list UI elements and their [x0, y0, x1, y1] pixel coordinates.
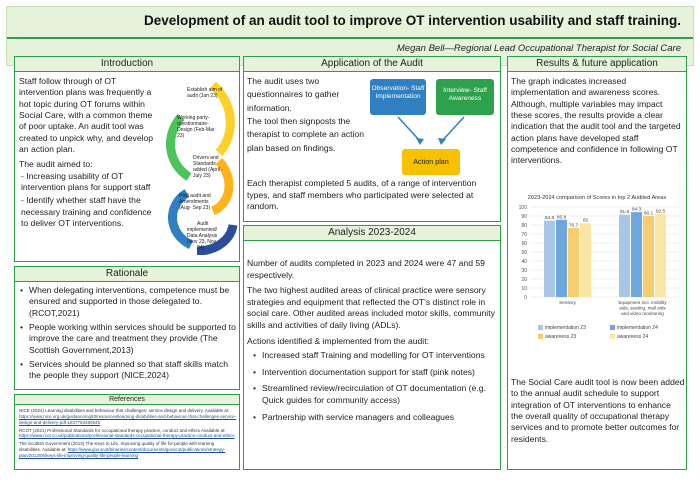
analysis-paragraph: Number of audits completed in 2023 and 2024 were 47 and 59 respectively.: [247, 258, 485, 280]
reference-link[interactable]: https://www.rcot.co.uk/publications/professional-standards-occupational-therapy-practice-conduct-and-ethics: [19, 433, 235, 439]
cycle-step-label: Establish aim of audit (Jan 23): [187, 87, 223, 99]
bar-value-label: 90.1: [643, 211, 654, 217]
rationale-list: [20, 285, 236, 382]
chart-title: 2023-2024 comparison of Scores in top 2 Audited Areas: [527, 195, 667, 201]
rationale-item: • People working within services should be supported to improve the care and treatment they provide (The Scottish Government,2013): [20, 322, 236, 356]
poster-title: Development of an audit tool to improve OT intervention usability and staff training.: [143, 13, 681, 28]
bar-value-label: 91.5: [619, 210, 630, 216]
y-tick-label: 80: [521, 222, 527, 229]
reference-link[interactable]: https://www.nice.org.uk/guidance/ng93/resources/learning-disabilities-and-behaviour-that-challenges-service-design-and-delivery-pdf-1837753480645: [19, 413, 237, 425]
bar-value-label: 92.5: [655, 209, 666, 215]
legend-label: awareness 24: [617, 334, 649, 340]
analysis-panel: [243, 225, 501, 470]
legend-swatch: [538, 334, 543, 339]
results-paragraph: The graph indicates increased implementation and awareness scores. Although, multiple variables may impact these scores, the results provide a clear indication that the audit tool and the targeted action plans have developed staff competence and confidence in following OT interventions.: [511, 76, 681, 166]
y-tick-label: 20: [521, 276, 527, 283]
y-tick-label: 0: [524, 294, 527, 301]
bar-implementation-23: [544, 221, 555, 297]
references-heading: References: [15, 395, 239, 405]
analysis-text: [247, 258, 499, 423]
analysis-heading: Analysis 2023-2024: [244, 226, 500, 241]
rationale-panel: [14, 266, 240, 390]
reference-item: NICE (2024) Learning disabilities and behaviour that challenges: service design and delivery. Available at: https://www.nice.org.uk/guidance/ng93/resources/learning-disabilities-and-behaviour-that-challenges-service-design-and-delivery-pdf-1837753480645: [19, 408, 237, 425]
arrow-head: [438, 138, 446, 145]
actions-intro: Actions identified & implemented from the audit:: [247, 335, 429, 346]
action-item: • Increased staff Training and modelling for OT interventions: [253, 350, 499, 362]
y-tick-label: 90: [521, 213, 527, 220]
bar-value-label: 82: [582, 218, 589, 224]
cycle-step-label: Pilot audit and Amendments (Aug- Sep 23): [179, 193, 211, 211]
application-panel: [243, 56, 501, 222]
y-tick-label: 10: [521, 285, 527, 292]
introduction-text: [19, 76, 155, 229]
audit-cycle-diagram: [157, 75, 239, 255]
bar-value-label: 85.8: [556, 215, 567, 221]
results-heading: Results & future application: [508, 57, 686, 72]
bar-awareness-23: [568, 228, 579, 297]
y-tick-label: 40: [521, 258, 527, 265]
rationale-item: • Services should be planned so that staff skills match the people they support (NICE,2024): [20, 359, 236, 382]
reference-item: RCOT (2021) Professional Standards for occupational therapy practice, conduct and ethics Available at: https://www.rcot.co.uk/publications/professional-standards-occupational-therapy-practice-conduct-and-ethics: [19, 427, 235, 439]
bar-awareness-24: [655, 214, 666, 297]
scores-bar-chart: [510, 189, 684, 359]
poster-subtitle: Megan Bell—Regional Lead Occupational Therapist for Social Care: [396, 43, 681, 54]
action-plan-box: Action plan: [402, 149, 460, 175]
bar-awareness-23: [643, 216, 654, 297]
chart-legend: [538, 325, 658, 340]
bar-awareness-24: [580, 223, 591, 297]
legend-label: awareness 23: [545, 334, 577, 340]
flow-arrows: [368, 115, 498, 149]
action-item: • Partnership with service managers and colleagues: [253, 412, 499, 424]
legend-swatch: [610, 325, 615, 330]
legend-swatch: [610, 334, 615, 339]
application-heading: Application of the Audit: [244, 57, 500, 72]
bar-value-label: 76.7: [568, 223, 579, 229]
observation-box: Observation- Staff Implementation: [370, 79, 426, 115]
cycle-step-label: Audit implemented/ Data Analysis (Nov 23, Nov 24): [187, 221, 218, 251]
legend-label: implementation 23: [545, 325, 586, 331]
y-tick-label: 100: [518, 204, 527, 211]
reference-item: The Scottish Government (2013) The Keys to Life. Improving quality of life for people with learning disabilities. Available at: https://www.gov.scot/binaries/content/documents/govscot/publications/strategy-plan/2013/06/keys-life-improving-quality-life-people-learning: [19, 441, 226, 458]
references-list: [19, 408, 237, 461]
y-tick-label: 30: [521, 267, 527, 274]
application-summary: Each therapist completed 5 audits, of a range of intervention types, and staff members who participated were selected at random.: [247, 178, 477, 212]
introduction-heading: Introduction: [15, 57, 239, 72]
category-label: Equipment incl. mobility aids, seating, mall aids and video monitoring: [618, 300, 667, 316]
rationale-item: • When delegating interventions, competence must be ensured and supported in those delegated to. (RCOT,2021): [20, 285, 236, 319]
analysis-paragraph: The two highest audited areas of clinical practice were sensory strategies and equipment that reflected the OT's distinct role in social care. Other audited areas included motor skills, community skills and activities of daily living (ADLs).: [247, 285, 495, 330]
introduction-paragraph: Staff follow through of OT intervention plans was frequently a hot topic during OT forums within Social Care, with a common theme of poor uptake. An audit tool was created to unpick why, and develop an action plan.: [19, 76, 154, 155]
y-tick-label: 60: [521, 240, 527, 247]
references-panel: [14, 394, 240, 470]
bar-value-label: 84.8: [544, 216, 555, 222]
arrow-head: [416, 138, 424, 145]
cycle-step-label: Drivers and Standards added (April -July 23): [193, 155, 224, 179]
aims-intro: The audit aimed to:: [19, 159, 93, 170]
bar-value-label: 94.3: [631, 207, 642, 213]
arrow-line: [442, 117, 464, 141]
cycle-step-label: Working party-questionnaire-Design (Feb-Mar 23): [177, 115, 215, 139]
arrow-line: [398, 117, 420, 141]
application-paragraph: The audit uses two questionnaires to gather information.: [247, 76, 340, 113]
application-text: [247, 75, 365, 155]
actions-list: [247, 350, 499, 423]
chart-categories: [559, 300, 667, 316]
aim-item: - Increasing usability of OT intervention plans for support staff: [21, 170, 151, 193]
bar-implementation-24: [556, 220, 567, 297]
legend-swatch: [538, 325, 543, 330]
rationale-heading: Rationale: [15, 267, 239, 282]
results-conclusion: The Social Care audit tool is now been added to the annual audit schedule to support integration of OT interventions to enhance the overall quality of occupational therapy services and to promote better outcomes for residents.: [511, 377, 685, 444]
introduction-panel: [14, 56, 240, 262]
action-item: • Streamlined review/recirculation of OT documentation (e.g. Quick guides for community access): [253, 383, 499, 406]
category-label: Sensory: [559, 300, 576, 305]
bar-implementation-23: [619, 215, 630, 297]
y-tick-label: 50: [521, 249, 527, 256]
bar-implementation-24: [631, 212, 642, 297]
action-item: • Intervention documentation support for staff (pink notes): [253, 367, 499, 379]
reference-link[interactable]: https://www.gov.scot/binaries/content/documents/govscot/publications/strategy-plan/2013/06/keys-life-improving-quality-life-people-learning: [19, 447, 226, 458]
interview-box: Interview- Staff Awareness: [436, 79, 494, 115]
application-paragraph: The tool then signposts the therapist to complete an action plan based on findings.: [247, 115, 365, 153]
results-panel: [507, 56, 687, 470]
header-divider: [7, 37, 693, 39]
y-tick-label: 70: [521, 231, 527, 238]
aim-item: - Identify whether staff have the necessary training and confidence to deliver OT interventions.: [21, 195, 152, 229]
legend-label: implementation 24: [617, 325, 658, 331]
